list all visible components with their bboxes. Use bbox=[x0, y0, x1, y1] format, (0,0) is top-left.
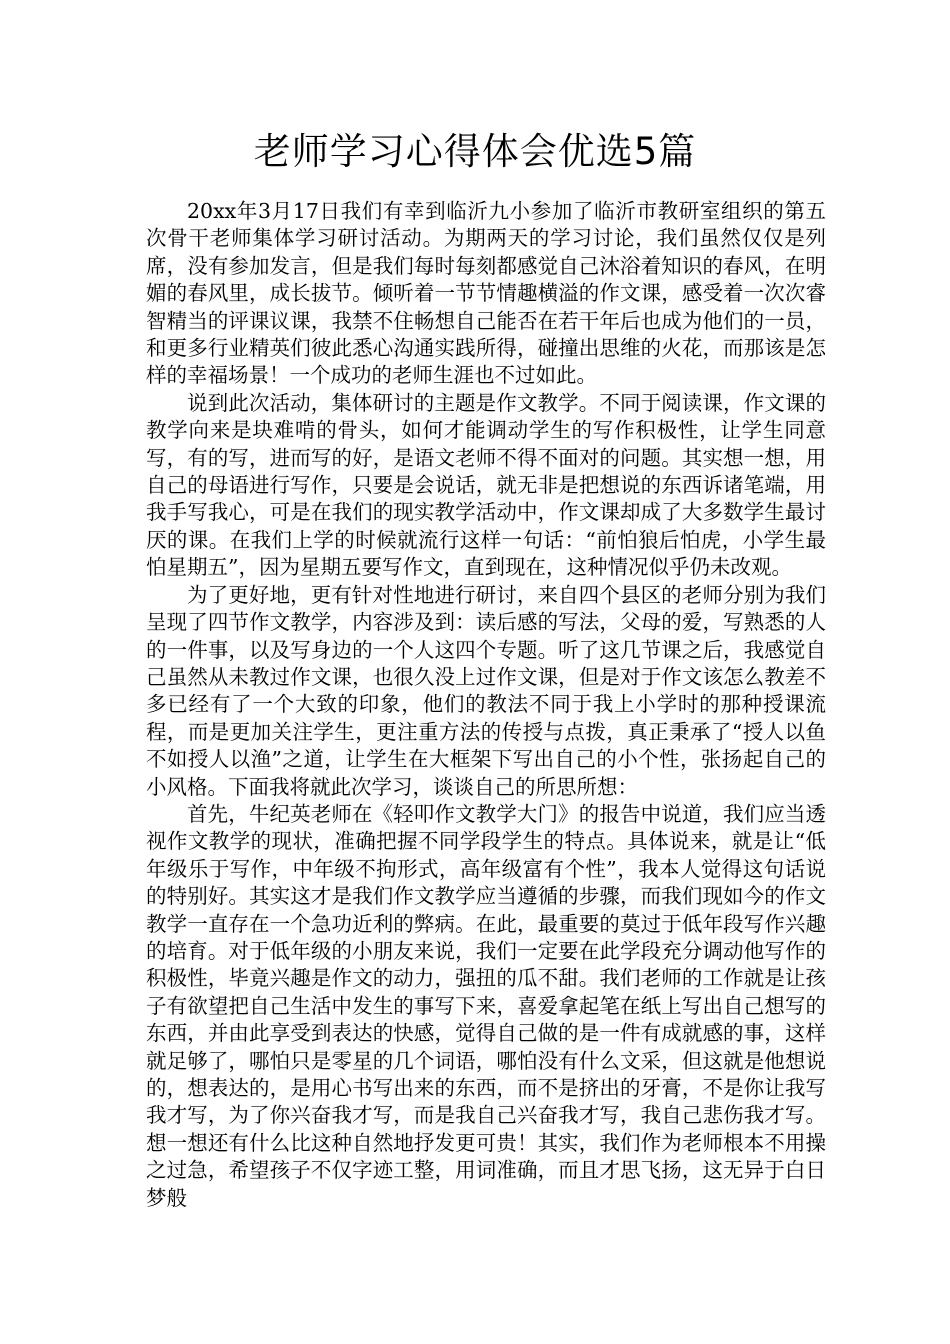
document-body bbox=[146, 198, 826, 1212]
paragraph-1: 20xx年3月17日我们有幸到临沂九小参加了临沂市教研室组织的第五次骨干老师集体学习研讨活动。为期两天的学习讨论，我们虽然仅仅是列席，没有参加发言，但是我们每时每刻都感觉自己沐浴着知识的春风，在明媚的春风里，成长拔节。倾听着一节节情趣横溢的作文课，感受着一次次睿智精当的评课议课，我禁不住畅想自己能否在若干年后也成为他们的一员，和更多行业精英们彼此悉心沟通实践所得，碰撞出思维的火花，而那该是怎样的幸福场景！一个成功的老师生涯也不过如此。 bbox=[146, 199, 826, 388]
paragraph-2: 说到此次活动，集体研讨的主题是作文教学。不同于阅读课，作文课的教学向来是块难啃的骨头，如何才能调动学生的写作积极性，让学生同意写，有的写，进而写的好，是语文老师不得不面对的问题。其实想一想，用自己的母语进行写作，只要是会说话，就无非是把想说的东西诉诸笔端，用我手写我心，可是在我们的现实教学活动中，作文课却成了大多数学生最讨厌的课。在我们上学的时候就流行这样一句话：“前怕狼后怕虎，小学生最怕星期五”，因为星期五要写作文，直到现在，这种情况似乎仍未改观。 bbox=[146, 390, 826, 580]
paragraph-4: 首先，牛纪英老师在《轻叩作文教学大门》的报告中说道，我们应当透视作文教学的现状，准确把握不同学段学生的特点。具体说来，就是让“低年级乐于写作，中年级不拘形式，高年级富有个性”，我本人觉得这句话说的特别好。其实这才是我们作文教学应当遵循的步骤，而我们现如今的作文教学一直存在一个急功近利的弊病。在此，最重要的莫过于低年段写作兴趣的培育。对于低年级的小朋友来说，我们一定要在此学段充分调动他写作的积极性，毕竟兴趣是作文的动力，强扭的瓜不甜。我们老师的工作就是让孩子有欲望把自己生活中发生的事写下来，喜爱拿起笔在纸上写出自己想写的东西，并由此享受到表达的快感，觉得自己做的是一件有成就感的事，这样就足够了，哪怕只是零星的几个词语，哪怕没有什么文采，但这就是他想说的，想表达的，是用心书写出来的东西，而不是挤出的牙膏，不是你让我写我才写，为了你兴奋我才写，而是我自己兴奋我才写，我自己悲伤我才写。想一想还有什么比这种自然地抒发更可贵！其实，我们作为老师根本不用操之过急，希望孩子不仅字迹工整，用词准确，而且才思飞扬，这无异于白日梦般 bbox=[146, 801, 826, 1210]
document-title: 老师学习心得体会优选5篇 bbox=[253, 130, 697, 173]
paragraph-3: 为了更好地，更有针对性地进行研讨，来自四个县区的老师分别为我们呈现了四节作文教学，内容涉及到：读后感的写法，父母的爱，写熟悉的人的一件事，以及写身边的一个人这四个专题。听了这几节课之后，我感觉自己虽然从未教过作文课，也很久没上过作文课，但是对于作文该怎么教差不多已经有了一个大致的印象，他们的教法不同于我上小学时的那种授课流程，而是更加关注学生，更注重方法的传授与点拨，真正秉承了“授人以鱼不如授人以渔”之道，让学生在大框架下写出自己的小个性，张扬起自己的小风格。下面我将就此次学习，谈谈自己的所思所想： bbox=[146, 582, 826, 799]
